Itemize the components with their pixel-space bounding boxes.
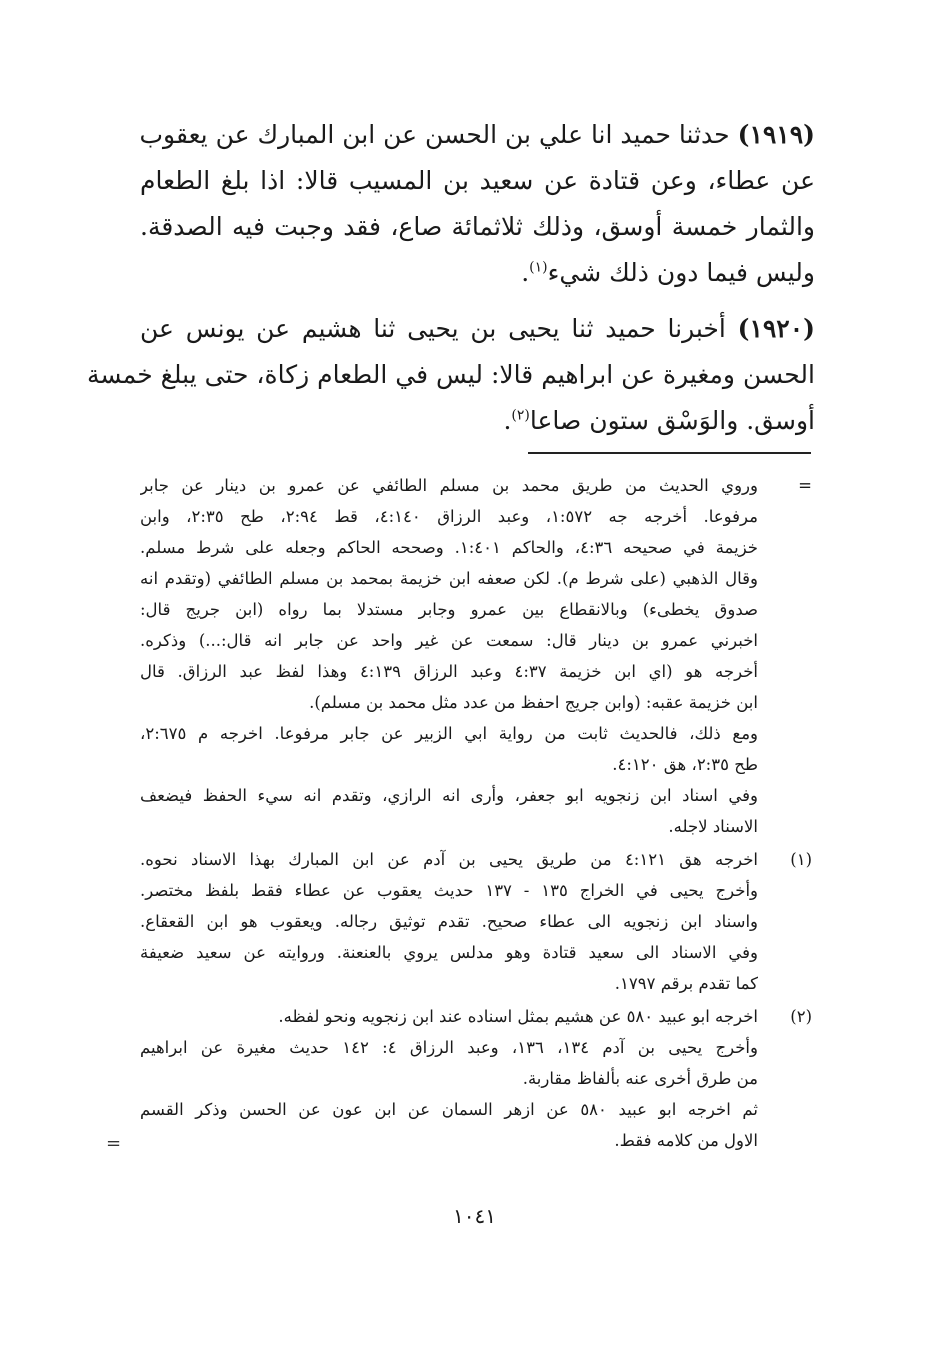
text-line: والثمار خمسة أوسق، وذلك ثلاثمائة صاع، فقد وجبت فيه الصدقة. [140,212,815,241]
footnote-line: وأخرج يحيى بن آدم ١٣٤، ١٣٦، وعبد الرزاق ٤: ١٤٢ حديث مغيرة عن ابراهيم [140,1038,758,1057]
hadith-1919 [140,112,815,296]
footnote-line: كما تقدم برقم ١٧٩٧. [614,974,758,993]
footnote-marker: (٢) [790,1007,812,1026]
hadith-1920 [87,306,815,444]
continuation-mark: = [106,1133,122,1154]
text-line: عن عطاء، وعن قتادة عن سعيد بن المسيب قالا: اذا بلغ الطعام [140,166,815,195]
footnote-ref[interactable]: (٢) [511,407,530,424]
page-number: ١٠٤١ [453,1204,496,1228]
footnote-line: ثم اخرجه ابو عبيد ٥٨٠ عن ازهر السمان عن ابن عون عن الحسن وذكر القسم [140,1100,758,1119]
footnote-line: وقال الذهبي (على شرط م). لكن صعفه ابن خزيمة بمحمد بن مسلم الطائفي (وتقدم انه [140,569,758,588]
footnote-line: ومع ذلك، فالحديث ثابت من رواية ابي الزبير عن جابر مرفوعا. اخرجه م ٢:٦٧٥، [140,724,758,743]
footnote-line: وأخرج يحيى في الخراج ١٣٥ - ١٣٧ حديث يعقوب عن عطاء فقط بلفظ مختصر. [140,881,758,900]
text-line: وليس فيما دون ذلك شيء$^{(١)}$. [521,258,815,287]
footnote-separator [528,452,811,454]
footnote-ref[interactable]: (١) [529,259,548,276]
footnote-line: اخرجه هق ٤:١٢١ من طريق يحيى بن آدم عن ابن المبارك بهذا الاسناد نحوه. [140,850,758,869]
footnote-line: الاسناد لاجله. [668,817,758,836]
footnote-marker: (١) [790,850,812,869]
footnote-1 [140,844,816,999]
text-line: أوسق. والوَسْق ستون صاعا$^{(٢)}$. [503,406,815,435]
text-line: الحسن ومغيرة عن ابراهيم قالا: ليس في الطعام زكاة، حتى يبلغ خمسة [87,360,815,389]
footnote-2 [140,1001,816,1156]
footnote-line: طح ٢:٣٥، هق ٤:١٢٠. [612,755,758,774]
footnote-line: وفي اسناد ابن زنجويه ابو جعفر، وأرى انه الرازي، وتقدم انه سيء الحفظ فيضعف [140,786,758,805]
footnote-continuation [140,470,816,842]
hadith-number: (١٩٢٠) [737,314,815,343]
footnote-line: من طرق أخرى عنه بألفاظ مقاربة. [522,1069,758,1088]
text-line: (١٩٢٠) أخبرنا حميد ثنا يحيى بن يحيى ثنا هشيم عن يونس عن [140,314,815,343]
footnote-line: ابن خزيمة عقبه: (وابن جريج احفظ من عدد مثل محمد بن مسلم). [309,693,758,712]
footnote-marker: = [798,476,812,495]
footnote-line: الاول من كلامه فقط. [614,1131,758,1150]
footnote-line: خزيمة في صحيحه ٤:٣٦، والحاكم ١:٤٠١. وصححه الحاكم وجعله على شرط مسلم. [140,538,758,557]
footnote-line: اخرجه ابو عبيد ٥٨٠ عن هشيم بمثل اسناده عند ابن زنجويه ونحو لفظه. [278,1007,758,1026]
footnote-line: اخبرني عمرو بن دينار قال: سمعت عن غير واحد عن جابر انه قال:...) وذكره. [140,631,758,650]
hadith-number: (١٩١٩) [737,120,815,149]
footnote-line: واسناد ابن زنجويه الى عطاء صحيح. تقدم توثيق رجاله. ويعقوب هو ابن القعقاع. [140,912,758,931]
footnotes [140,470,816,1158]
footnote-line: أخرجه هو (اي ابن خزيمة ٤:٣٧ وعبد الرزاق ٤:١٣٩ وهذا لفظ عبد الرزاق. قال [140,662,758,681]
footnote-line: مرفوعا. أخرجه جه ١:٥٧٢، وعبد الرزاق ٤:١٤٠، قط ٢:٩٤، طح ٢:٣٥، وابن [140,507,758,526]
footnote-line: صدوق يخطىء) وبالانقطاع بين عمرو وجابر مستدلا بما رواه (ابن جريج قال: [140,600,758,619]
text-line: (١٩١٩) حدثنا حميد انا علي بن الحسن عن ابن المبارك عن يعقوب [139,120,815,149]
footnote-line: وروي الحديث من طريق محمد بن مسلم الطائفي عن عمرو بن دينار عن جابر [140,476,758,495]
main-text [87,112,815,454]
footnote-line: وفي الاسناد الى سعيد قتادة وهو مدلس يروي بالعنعنة. وروايته عن سعيد ضعيفة [140,943,758,962]
